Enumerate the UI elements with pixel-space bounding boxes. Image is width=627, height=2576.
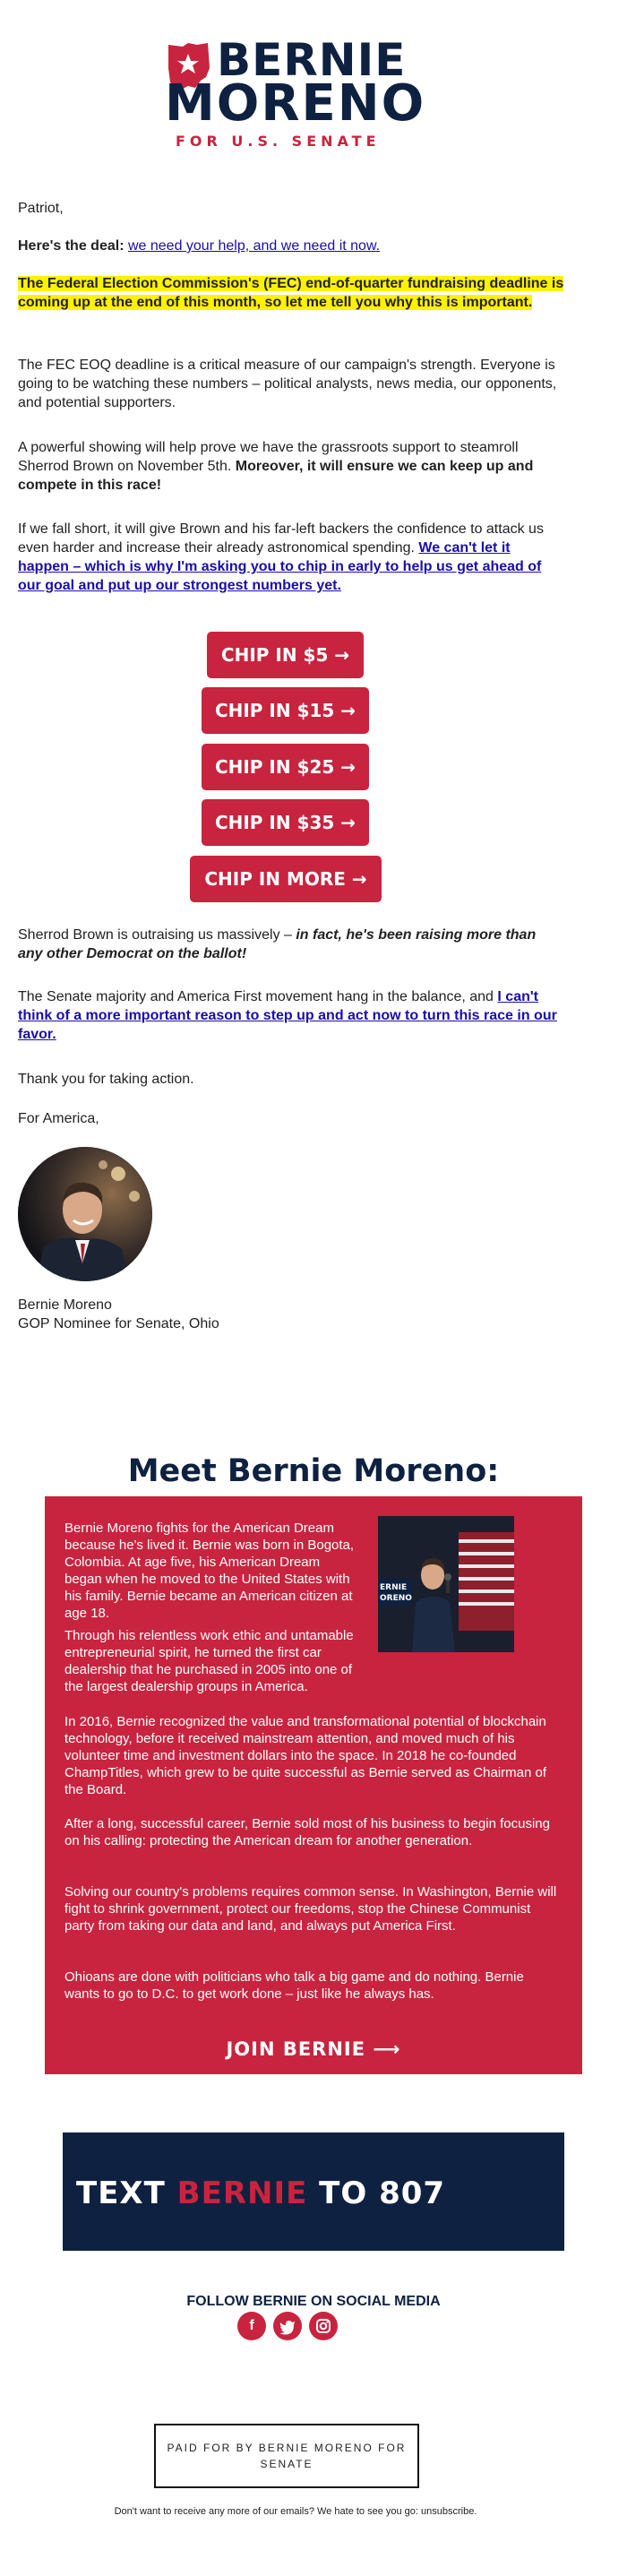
bio-paragraph-6: Ohioans are done with politicians who talk a big game and do nothing. Bernie wants to go to D.C. to get work done – just like he always has. — [64, 1969, 524, 2002]
facebook-icon[interactable]: f — [237, 2312, 266, 2340]
outraising-text: Sherrod Brown is outraising us massively – — [18, 927, 292, 943]
thanks-line: Thank you for taking action. — [18, 1072, 194, 1087]
signoff-line: For America, — [18, 1111, 99, 1126]
deal-link[interactable]: we need your help, and we need it now. — [127, 238, 381, 254]
chip-in-25-button[interactable]: CHIP IN $25 → — [202, 744, 369, 790]
showing-text: A powerful showing will help prove we have the grassroots support to steamroll Sherrod Brown on November 5th. — [18, 440, 519, 474]
meet-bernie-heading: Meet Bernie Moreno: — [127, 1453, 500, 1489]
majority-link[interactable]: I can't think of a more important reason to step up and act now to turn this race in our favor. — [18, 989, 557, 1042]
chip-in-more-button[interactable]: CHIP IN MORE → — [190, 856, 382, 902]
paid-for-disclaimer: PAID FOR BY BERNIE MORENO FOR SENATE — [154, 2424, 419, 2488]
instagram-camera-icon — [309, 2312, 338, 2340]
join-bernie-button[interactable]: JOIN BERNIE ⟶ — [226, 2038, 401, 2060]
text-banner-label — [76, 2175, 445, 2211]
bio-paragraph-5: Solving our country's problems requires common sense. In Washington, Bernie will fight to shrink government, protect our freedoms, stop the Chinese Communist party from taking our data and land, and always put America First. — [64, 1884, 557, 1934]
candidate-avatar — [18, 1147, 152, 1281]
twitter-icon[interactable] — [273, 2312, 302, 2340]
showing-paragraph — [18, 438, 564, 495]
measure-paragraph: The FEC EOQ deadline is a critical measure of our campaign's strength. Everyone is going to be watching these numbers – political analysts, news media, our opponents, and potential supporters. — [18, 358, 557, 410]
majority-text: The Senate majority and America First movement hang in the balance, and — [18, 989, 494, 1004]
unsubscribe-text: Don't want to receive any more of our emails? We hate to see you go: — [114, 2506, 418, 2517]
fall-short-text: If we fall short, it will give Brown and his far-left backers the confidence to attack us even harder and increase their already astronomical spending. — [18, 521, 544, 556]
deadline-paragraph — [18, 274, 564, 312]
showing-bold: Moreover, it will ensure we can keep up and compete in this race! — [18, 459, 534, 493]
bio-paragraph-1: Bernie Moreno fights for the American Dream because he's lived it. Bernie was born in Bogota, Colombia. At age five, his American Dream began when he moved to the United States with his family. Bernie became an American citizen at age 18. — [64, 1521, 355, 1621]
signer-name: Bernie Moreno — [18, 1297, 112, 1313]
bio-paragraph-4: After a long, successful career, Bernie sold most of his business to begin focusing on his calling: protecting the American dream for another generation. — [64, 1816, 550, 1848]
social-icons — [237, 2312, 345, 2344]
candidate-rally-image — [378, 1516, 514, 1652]
logo-first-name: BERNIE — [217, 34, 407, 86]
instagram-icon[interactable] — [309, 2312, 338, 2340]
text-banner-prefix: TEXT — [76, 2175, 177, 2211]
unsubscribe-link[interactable]: unsubscribe. — [421, 2506, 477, 2517]
follow-heading: FOLLOW BERNIE ON SOCIAL MEDIA — [186, 2294, 441, 2309]
fall-short-paragraph — [18, 520, 564, 595]
chip-in-15-button[interactable]: CHIP IN $15 → — [202, 687, 369, 734]
header — [0, 34, 627, 150]
bio-section — [45, 1496, 582, 2074]
text-banner-keyword: BERNIE — [176, 2175, 308, 2211]
deal-lead: Here's the deal: — [18, 238, 125, 254]
logo-tagline: FOR U.S. SENATE — [176, 133, 381, 150]
signer-title: GOP Nominee for Senate, Ohio — [18, 1316, 219, 1331]
outraising-paragraph — [18, 926, 564, 963]
bio-photo — [378, 1516, 514, 1652]
twitter-bird-icon — [273, 2312, 302, 2340]
bio-paragraph-3: In 2016, Bernie recognized the value and transformational potential of blockchain technology, before it received mainstream attention, and moved much of his volunteer time and investment dollars into the space. In 2018 he co-founded ChampTitles, which grew to be quite successful as Bernie served as Chairman of the Board. — [64, 1714, 547, 1797]
fall-short-link[interactable]: We can't let it happen – which is why I'm asking you to chip in early to help us get ahead of our goal and put up our strongest numbers yet. — [18, 540, 542, 593]
greeting: Patriot, — [18, 201, 64, 216]
deal-paragraph — [18, 237, 564, 255]
svg-text:ORENO: ORENO — [380, 1594, 412, 1603]
deadline-highlight: The Federal Election Commission's (FEC) end-of-quarter fundraising deadline is coming up at the end of this month, so let me tell you why this is important. — [18, 276, 564, 310]
bio-paragraph-2: Through his relentless work ethic and untamable entrepreneurial spirit, he turned the first car dealership that he purchased in 2005 into one of the largest dealership groups in America. — [64, 1628, 354, 1694]
campaign-logo[interactable] — [165, 34, 469, 150]
logo-last-name: MORENO — [165, 74, 426, 133]
text-bernie-banner[interactable] — [63, 2132, 564, 2251]
chip-in-5-button[interactable]: CHIP IN $5 → — [207, 632, 364, 678]
unsubscribe-line — [0, 2506, 591, 2517]
candidate-portrait-image — [18, 1147, 152, 1281]
chip-in-35-button[interactable]: CHIP IN $35 → — [202, 799, 369, 846]
text-banner-suffix: TO 807 — [307, 2175, 446, 2211]
majority-paragraph — [18, 987, 564, 1044]
outraising-bold: in fact, he's been raising more than any other Democrat on the ballot! — [18, 927, 537, 961]
svg-text:ERNIE: ERNIE — [380, 1583, 408, 1592]
